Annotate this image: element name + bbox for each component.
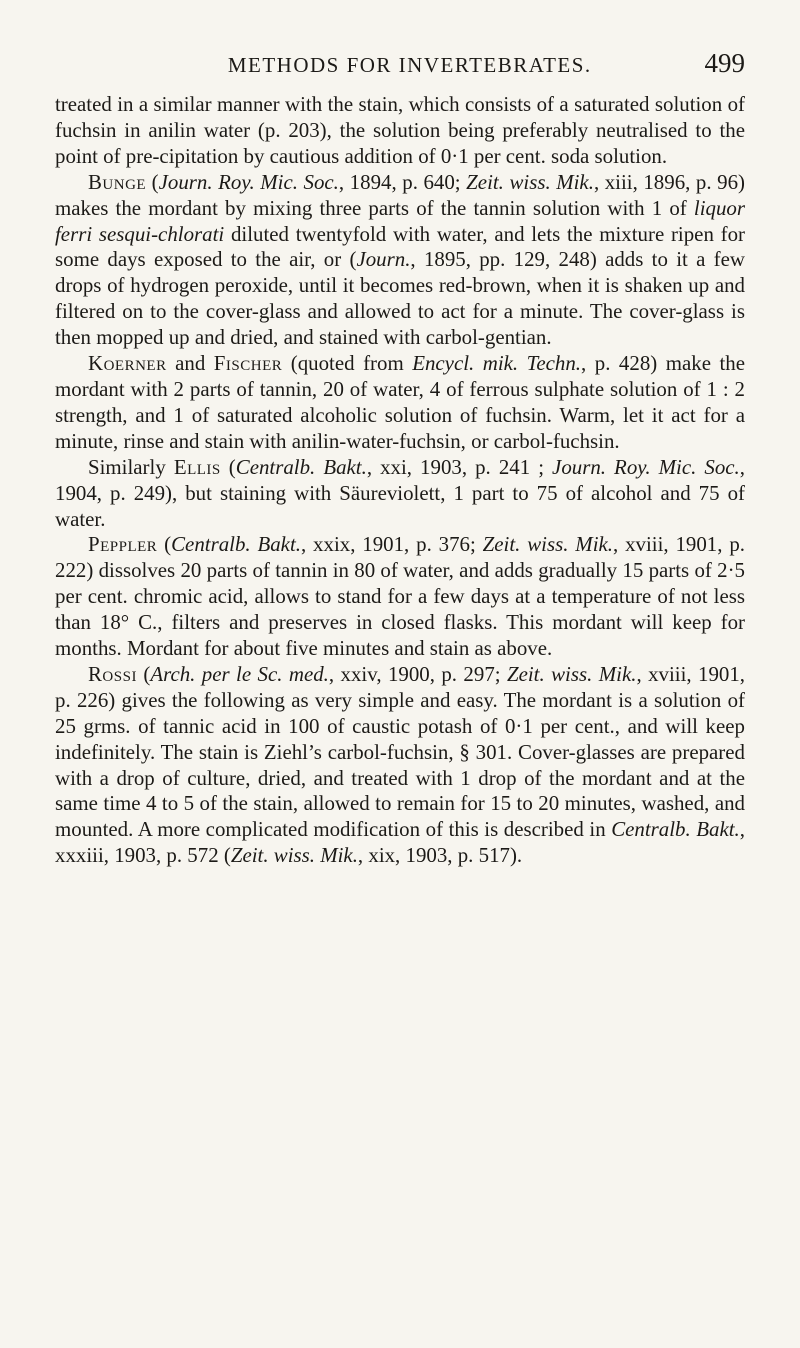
text-run: , 1904, p. 249), but staining with Säureviolett, 1 part to 75 of alcohol and 75 of water.	[55, 454, 746, 531]
paragraph	[55, 170, 745, 351]
citation-italic: Zeit. wiss. Mik.	[506, 661, 637, 686]
paragraph	[55, 532, 745, 662]
author-name: Ellis	[173, 454, 221, 479]
author-name: Fischer	[213, 351, 283, 376]
paragraph	[55, 351, 745, 455]
text-run: (	[146, 169, 159, 194]
citation-italic: Centralb. Bakt.	[235, 454, 367, 479]
text-run: , xxi, 1903, p. 241 ;	[366, 454, 553, 479]
page-number: 499	[704, 48, 745, 78]
running-title: METHODS FOR INVERTEBRATES.	[227, 53, 592, 77]
text-run: treated in a similar manner with the stain, which consists of a saturated solution of fuchsin in anilin water (p. 203), the solution being preferably neutralised to the point of pre-cipitation by cautious addition of 0·1 per cent. soda solution.	[55, 92, 745, 168]
citation-italic: Centralb. Bakt.	[611, 817, 740, 842]
body-text	[55, 92, 745, 869]
text-run: , xviii, 1901, p. 222) dissolves 20 parts of tannin in 80 of water, and adds gradually 15 parts of 2·5 per cent. chromic acid, allows to stand for a few days at a temperature of not less than 18° C., filters and preserves in closed flasks. This mordant will keep for months. Mordant for about five minutes and stain as above.	[55, 532, 745, 661]
text-run: , xxix, 1901, p. 376;	[300, 532, 483, 557]
text-run: (quoted from	[282, 351, 413, 376]
text-run: and	[166, 351, 214, 376]
text-run: Similarly	[88, 454, 174, 479]
paragraph	[55, 92, 745, 170]
citation-italic: Journ.	[356, 247, 411, 272]
citation-italic: Journ. Roy. Mic. Soc.	[158, 169, 339, 194]
text-run: , xxxiii, 1903, p. 572 (	[55, 817, 745, 868]
text-run: , 1894, p. 640;	[338, 169, 467, 194]
citation-italic: Zeit. wiss. Mik.	[466, 169, 594, 194]
text-run: , xiii, 1896, p. 96) makes the mordant by mixing three parts of the tannin solution with 1 of	[55, 169, 745, 220]
author-name: Koerner	[88, 351, 167, 376]
citation-italic: Zeit. wiss. Mik.	[230, 843, 358, 868]
citation-italic: liquor ferri sesqui-chlorati	[55, 195, 745, 246]
author-name: Peppler	[88, 532, 158, 557]
page-header	[55, 48, 745, 78]
citation-italic: Centralb. Bakt.	[171, 532, 301, 557]
text-run: (	[157, 532, 172, 557]
text-run: , xix, 1903, p. 517).	[357, 843, 523, 868]
text-run: diluted twentyfold with water, and lets the mixture ripen for some days exposed to the air, or (	[55, 221, 745, 272]
text-run: , xviii, 1901, p. 226) gives the following as very simple and easy. The mordant is a solution of 25 grms. of tannic acid in 100 of caustic potash of 0·1 per cent., and will keep indefinitely. The stain is Ziehl’s carbol-fuchsin, § 301. Cover-glasses are prepared with a drop of culture, dried, and treated with 1 drop of the mordant and at the same time 4 to 5 of the stain, allowed to remain for 15 to 20 minutes, washed, and mounted. A more complicated modification of this is described in	[55, 661, 746, 842]
author-name: Bunge	[88, 169, 147, 194]
text-run: , 1895, pp. 129, 248) adds to it a few drops of hydrogen peroxide, until it becomes red-brown, when it is shaken up and filtered on to the cover-glass and allowed to act for a minute. The cover-glass is then mopped up and dried, and stained with carbol-gentian.	[55, 247, 745, 350]
text-run: (	[220, 454, 236, 479]
citation-italic: Journ. Roy. Mic. Soc.	[552, 454, 740, 479]
paragraph	[55, 662, 745, 869]
citation-italic: Encycl. mik. Techn.	[412, 351, 582, 376]
text-run: (	[136, 661, 151, 686]
citation-italic: Arch. per le Sc. med.	[150, 661, 329, 686]
paragraph	[55, 455, 745, 533]
text-run: , p. 428) make the mordant with 2 parts of tannin, 20 of water, 4 of ferrous sulphate solution of 1 : 2 strength, and 1 of saturated alcoholic solution of fuchsin. Warm, let it act for a minute, rinse and stain with anilin-water-fuchsin, or carbol-fuchsin.	[55, 351, 745, 453]
citation-italic: Zeit. wiss. Mik.	[482, 532, 614, 557]
text-run: , xxiv, 1900, p. 297;	[328, 661, 507, 686]
author-name: Rossi	[88, 661, 137, 686]
